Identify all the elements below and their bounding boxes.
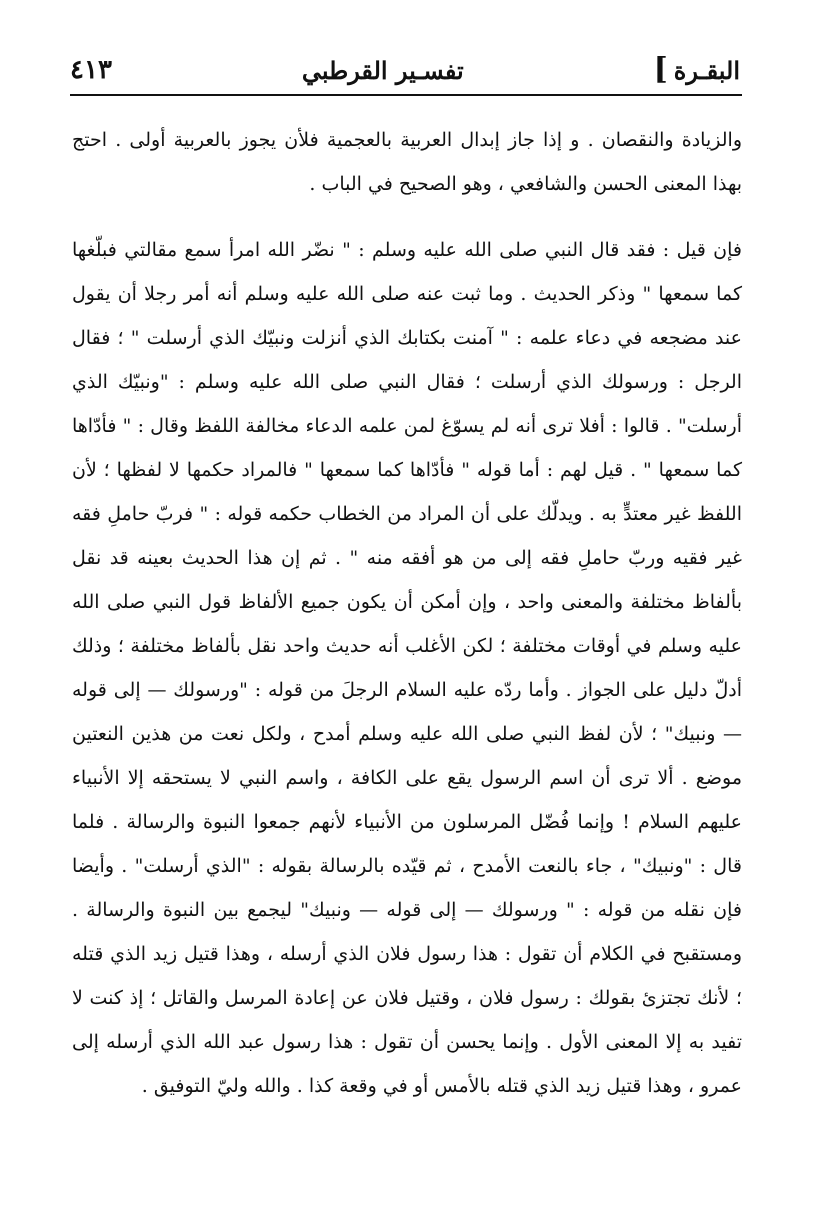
surah-group [653, 52, 740, 87]
paragraph-2: فإن قيل : فقد قال النبي صلى الله عليه وسلم : " نضّر الله امرأ سمع مقالتي فبلّغها كما سمعها " وذكر الحديث . وما ثبت عنه صلى الله عليه وسلم أنه أمر رجلا أن يقول عند مضجعه في دعاء علمه : " آمنت بكتابك الذي أنزلت ونبيّك الذي أرسلت " ؛ فقال الرجل : ورسولك الذي أرسلت ؛ فقال النبي صلى الله عليه وسلم : "ونبيّك الذي أرسلت" . قالوا : أفلا ترى أنه لم يسوّغ لمن علمه الدعاء مخالفة اللفظ وقال : " فأدّاها كما سمعها " . قيل لهم : أما قوله " فأدّاها كما سمعها " فالمراد حكمها لا لفظها ؛ لأن اللفظ غير معتدٍّ به . ويدلّك على أن المراد من الخطاب حكمه قوله : " فربّ حاملِ فقه غير فقيه وربّ حاملِ فقه إلى من هو أفقه منه " . ثم إن هذا الحديث بعينه قد نقل بألفاظ مختلفة والمعنى واحد ، وإن أمكن أن يكون جميع الألفاظ قول النبي صلى الله عليه وسلم في أوقات مختلفة ؛ لكن الأغلب أنه حديث واحد نقل بألفاظ مختلفة ؛ وذلك أدلّ دليل على الجواز . وأما ردّه عليه السلام الرجلَ من قوله : "ورسولك — إلى قوله — ونبيك" ؛ لأن لفظ النبي صلى الله عليه وسلم أمدح ، ولكل نعت من هذين النعتين موضع . ألا ترى أن اسم الرسول يقع على الكافة ، واسم النبي لا يستحقه إلا الأنبياء عليهم السلام ! وإنما فُضّل المرسلون من الأنبياء لأنهم جمعوا النبوة والرسالة . فلما قال : "ونبيك" ، جاء بالنعت الأمدح ، ثم قيّده بالرسالة بقوله : "الذي أرسلت" . وأيضا فإن نقله من قوله : " ورسولك — إلى قوله — ونبيك" ليجمع بين النبوة والرسالة . ومستقبح في الكلام أن تقول : هذا رسول فلان الذي أرسله ، وهذا قتيل زيد الذي قتله ؛ لأنك تجتزئ بقولك : رسول فلان ، وقتيل فلان عن إعادة المرسل والقاتل ؛ إذ كنت لا تفيد به إلا المعنى الأول . وإنما يحسن أن تقول : هذا رسول عبد الله الذي أرسله إلى عمرو ، وهذا قتيل زيد الذي قتله بالأمس أو في وقعة كذا . والله وليّ التوفيق . [72, 239, 742, 1097]
header-rule [70, 94, 742, 96]
page-header [70, 48, 740, 92]
paragraph-1: والزيادة والنقصان . و إذا جاز إبدال العربية بالعجمية فلأن يجوز بالعربية أولى . احتج بهذا المعنى الحسن والشافعي ، وهو الصحيح في الباب . [72, 129, 742, 195]
page-body [72, 118, 742, 1108]
book-title: تفسـير القرطبي [301, 55, 464, 85]
header-bracket: ] [653, 52, 668, 87]
surah-name: البقـرة [673, 55, 740, 85]
page-number: ٤١٣ [70, 55, 112, 85]
